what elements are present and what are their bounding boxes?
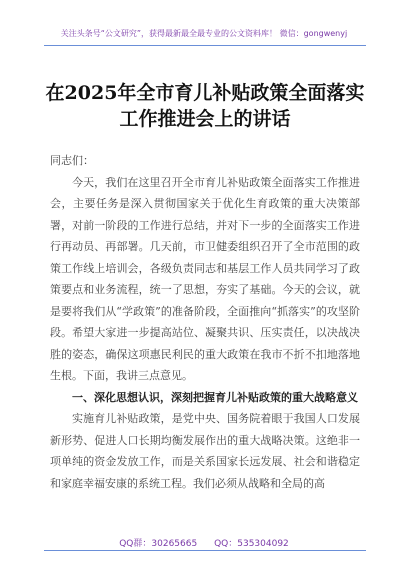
footer-contact: [0, 536, 408, 549]
header-promo-note: 关注头条号“公文研究”，获得最新最全最专业的公文资料库！ 微信：gongwenyj: [60, 29, 348, 38]
section-heading-1: 一、深化思想认识，深刻把握育儿补贴政策的重大战略意义: [72, 390, 358, 404]
document-body: [50, 150, 360, 494]
footer-qq-group: QQ群：30265665: [119, 539, 198, 549]
paragraph-intro: 今天，我们在这里召开全市育儿补贴政策全面落实工作推进会，主要任务是深入贯彻国家关于优化生育政策的重大决策部署，对前一阶段的工作进行总结，并对下一步的全面落实工作进行再动员、再部署。几天前，市卫健委组织召开了全市范围的政策工作线上培训会，各级负责同志和基层工作人员共同学习了政策要点和业务流程，统一了思想，夯实了基础。今天的会议，就是要将我们从“学政策”的准备阶段，全面推向“抓落实”的攻坚阶段。希望大家进一步提高站位、凝聚共识、压实责任，以决战决胜的姿态，确保这项惠民利民的重大政策在我市不折不扣地落地生根。下面，我讲三点意见。: [50, 175, 360, 382]
document-title-line-2: 工作推进会上的讲话: [119, 108, 291, 130]
document-title-line-1: 在2025年全市育儿补贴政策全面落实: [45, 82, 365, 104]
footer-qq-number: QQ：535304092: [214, 539, 289, 549]
header-divider: [44, 45, 366, 46]
footer-divider: [44, 550, 366, 551]
document-title: [30, 80, 380, 132]
paragraph-section-1: 实施育儿补贴政策，是党中央、国务院着眼于我国人口发展新形势、促进人口长期均衡发展作出的重大战略决策。这绝非一项单纯的资金发放工作，而是关系国家长远发展、社会和谐稳定和家庭幸福安康的系统工程。我们必须从战略和全局的高: [50, 412, 360, 490]
salutation: 同志们：: [50, 154, 94, 167]
